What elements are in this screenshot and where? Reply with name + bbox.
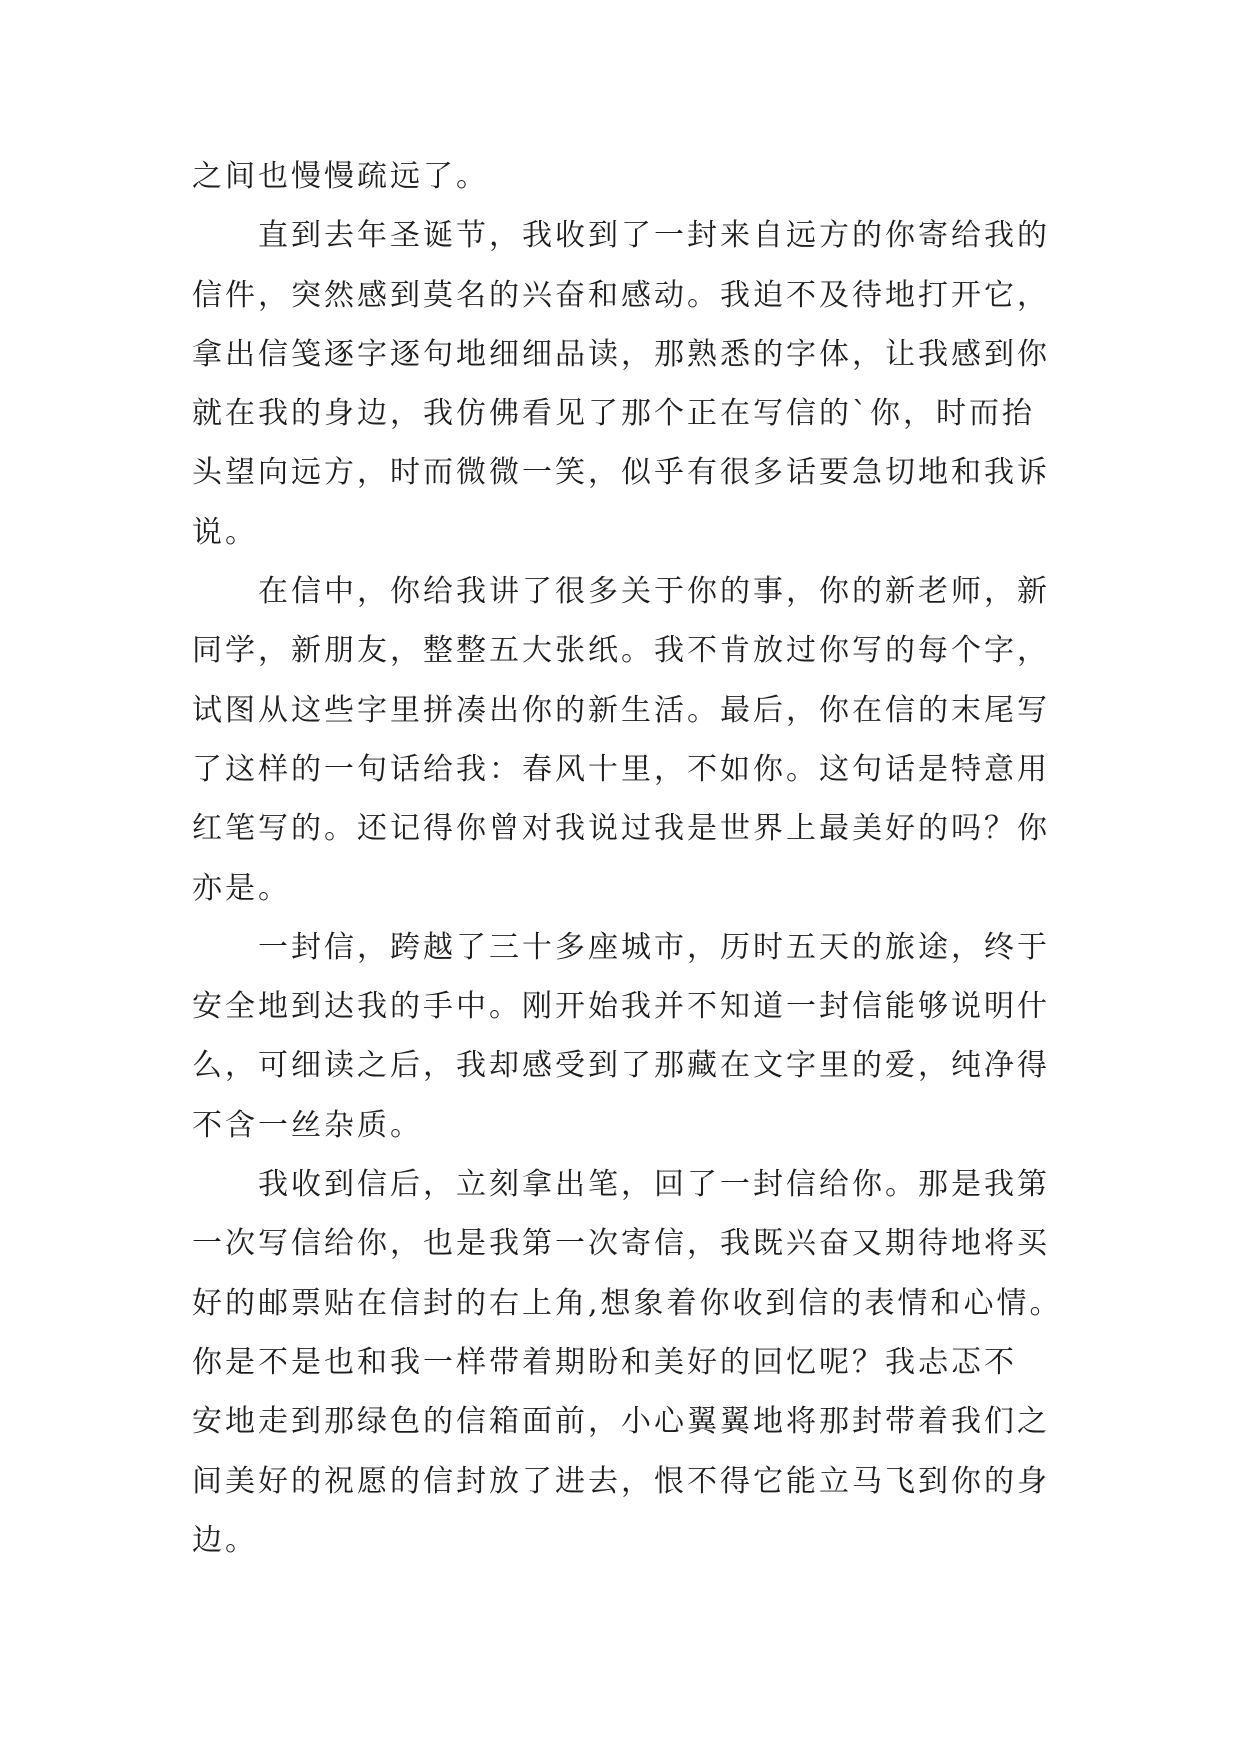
text-line: 同学，新朋友，整整五大张纸。我不肯放过你写的每个字， bbox=[192, 633, 1050, 669]
text-line: 你是不是也和我一样带着期盼和美好的回忆呢？我忐忑不 bbox=[192, 1344, 1017, 1380]
text-line: 红笔写的。还记得你曾对我说过我是世界上最美好的吗？你 bbox=[192, 811, 1050, 847]
text-line: 说。 bbox=[192, 514, 258, 550]
text-line: 我收到信后，立刻拿出笔，回了一封信给你。那是我第 bbox=[258, 1167, 1050, 1203]
text-line: 信件，突然感到莫名的兴奋和感动。我迫不及待地打开它， bbox=[192, 277, 1050, 313]
text-line: 头望向远方，时而微微一笑，似乎有很多话要急切地和我诉 bbox=[192, 455, 1050, 491]
text-line: 试图从这些字里拼凑出你的新生活。最后，你在信的末尾写 bbox=[192, 692, 1050, 728]
paragraph bbox=[192, 216, 1062, 572]
text-line: 不含一丝杂质。 bbox=[192, 1107, 423, 1143]
text-line: 就在我的身边，我仿佛看见了那个正在写信的`你，时而抬 bbox=[192, 396, 1035, 432]
paragraph bbox=[192, 157, 1062, 216]
text-line: 在信中，你给我讲了很多关于你的事，你的新老师，新 bbox=[258, 574, 1050, 610]
text-line: 拿出信笺逐字逐句地细细品读，那熟悉的字体，让我感到你 bbox=[192, 336, 1050, 372]
text-line: 边。 bbox=[192, 1522, 258, 1558]
text-line: 亦是。 bbox=[192, 870, 291, 906]
text-line: 间美好的祝愿的信封放了进去，恨不得它能立马飞到你的身 bbox=[192, 1463, 1050, 1499]
text-line: 么，可细读之后，我却感受到了那藏在文字里的爱，纯净得 bbox=[192, 1048, 1050, 1084]
paragraph bbox=[192, 572, 1062, 928]
text-line: 了这样的一句话给我：春风十里，不如你。这句话是特意用 bbox=[192, 751, 1050, 787]
text-line: 一封信，跨越了三十多座城市，历时五天的旅途，终于 bbox=[258, 929, 1050, 965]
paragraph bbox=[192, 928, 1062, 1165]
text-line: 之间也慢慢疏远了。 bbox=[192, 159, 489, 194]
text-line: 安全地到达我的手中。刚开始我并不知道一封信能够说明什 bbox=[192, 989, 1050, 1025]
body-text bbox=[192, 157, 1062, 1580]
text-line: 直到去年圣诞节，我收到了一封来自远方的你寄给我的 bbox=[258, 218, 1050, 254]
text-line: 好的邮票贴在信封的右上角,想象着你收到信的表情和心情。 bbox=[192, 1285, 1063, 1321]
text-line: 安地走到那绿色的信箱面前，小心翼翼地将那封带着我们之 bbox=[192, 1404, 1050, 1440]
paragraph bbox=[192, 1165, 1062, 1580]
text-line: 一次写信给你，也是我第一次寄信，我既兴奋又期待地将买 bbox=[192, 1226, 1050, 1262]
